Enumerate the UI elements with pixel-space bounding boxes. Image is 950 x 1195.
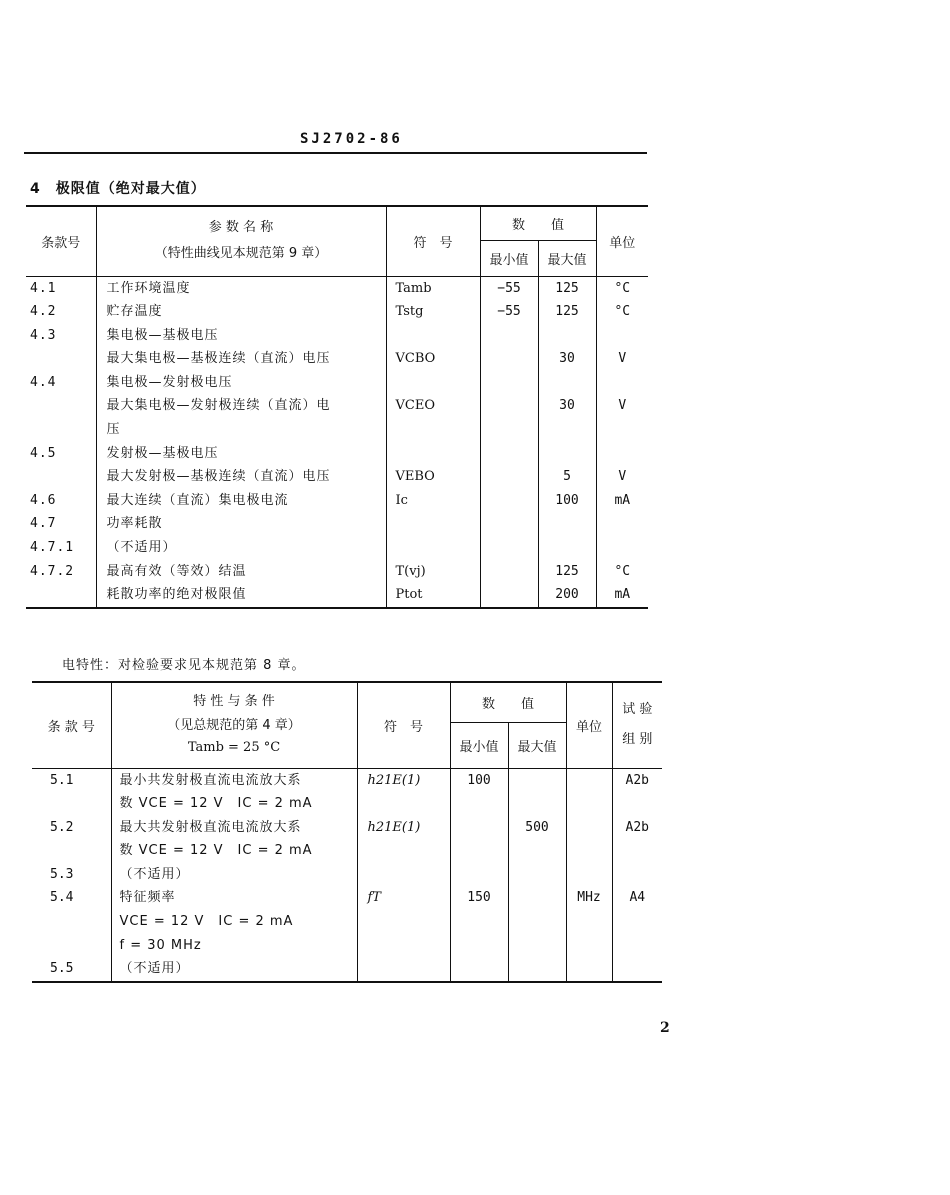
row-symbol: h21E(1) (357, 816, 450, 840)
row-max (508, 792, 566, 816)
table-row (32, 839, 662, 863)
row-min: −55 (480, 276, 538, 300)
row-max: 100 (538, 489, 596, 513)
row-min (480, 489, 538, 513)
char-header-line2: （见总规范的第 4 章） (167, 718, 301, 734)
page-number: 2 (660, 1020, 670, 1036)
row-parameter: 功率耗散 (96, 512, 386, 536)
col-header-characteristic (111, 682, 357, 768)
row-max (508, 863, 566, 887)
char-header-line3: Tamb = 25 °C (187, 740, 281, 756)
row-unit: °C (596, 300, 648, 324)
row-symbol: VEBO (386, 465, 480, 489)
row-max (508, 957, 566, 982)
row-characteristic: 最大共发射极直流电流放大系 (111, 816, 357, 840)
row-characteristic: 数 VCE = 12 V IC = 2 mA (111, 839, 357, 863)
table-row (32, 957, 662, 982)
col-header-max: 最大值 (538, 240, 596, 276)
electrical-characteristics-table (32, 681, 662, 983)
table-row (26, 276, 648, 300)
row-unit: °C (596, 276, 648, 300)
col-header-unit: 单位 (596, 206, 648, 276)
row-symbol: VCBO (386, 347, 480, 371)
row-max (538, 324, 596, 348)
row-max (508, 886, 566, 910)
row-test-group (612, 910, 662, 934)
row-clause (32, 934, 111, 958)
col-header-parameter (96, 206, 386, 276)
row-clause (26, 583, 96, 608)
row-symbol (386, 536, 480, 560)
row-symbol (357, 934, 450, 958)
table-row (26, 489, 648, 513)
row-clause: 4.7.2 (30, 563, 75, 579)
col-header-min: 最小值 (480, 240, 538, 276)
row-clause: 5.2 (50, 819, 74, 835)
table-row (32, 910, 662, 934)
col-header-clause: 条款号 (26, 206, 96, 276)
row-unit (596, 418, 648, 442)
table-row (26, 465, 648, 489)
row-min (480, 465, 538, 489)
row-parameter: （不适用） (96, 536, 386, 560)
row-parameter: 最大集电极—基极连续（直流）电压 (96, 347, 386, 371)
row-test-group: A2b (612, 816, 662, 840)
row-clause (26, 394, 96, 418)
row-symbol: Tstg (386, 300, 480, 324)
table-row (26, 442, 648, 466)
row-max: 125 (538, 560, 596, 584)
row-unit (566, 934, 612, 958)
row-test-group: A4 (612, 886, 662, 910)
row-clause (32, 792, 111, 816)
row-test-group (612, 934, 662, 958)
row-min (450, 816, 508, 840)
row-parameter: 耗散功率的绝对极限值 (96, 583, 386, 608)
table-row (32, 792, 662, 816)
header-rule (24, 152, 647, 154)
row-unit: mA (596, 583, 648, 608)
row-min (480, 583, 538, 608)
row-symbol (357, 839, 450, 863)
row-unit (566, 792, 612, 816)
row-clause: 5.1 (50, 772, 74, 788)
row-max (538, 512, 596, 536)
row-unit (566, 839, 612, 863)
row-min (480, 371, 538, 395)
table-row (26, 347, 648, 371)
table-row (26, 560, 648, 584)
row-max (538, 418, 596, 442)
row-symbol: Ptot (386, 583, 480, 608)
row-clause: 5.5 (50, 961, 74, 977)
table-row (32, 816, 662, 840)
char-header-line1: 特 性 与 条 件 (193, 694, 275, 710)
col-header-symbol: 符 号 (357, 682, 450, 768)
table-row (26, 536, 648, 560)
row-test-group (612, 863, 662, 887)
row-symbol: VCEO (386, 394, 480, 418)
row-symbol (386, 418, 480, 442)
row-clause: 4.3 (30, 327, 57, 343)
row-unit (596, 536, 648, 560)
row-unit (566, 863, 612, 887)
row-max (508, 910, 566, 934)
row-unit (596, 371, 648, 395)
limiting-values-table (26, 205, 648, 609)
row-parameter: 工作环境温度 (96, 276, 386, 300)
row-parameter: 最大发射极—基极连续（直流）电压 (96, 465, 386, 489)
row-characteristic: （不适用） (111, 863, 357, 887)
col-header-value: 数 值 (480, 206, 596, 240)
row-unit (596, 442, 648, 466)
row-max (508, 768, 566, 792)
table-row (32, 863, 662, 887)
table-row (32, 886, 662, 910)
row-clause: 5.3 (50, 866, 74, 882)
row-parameter: 集电极—基极电压 (96, 324, 386, 348)
table-row (26, 394, 648, 418)
table-row (26, 300, 648, 324)
param-header-line1: 参 数 名 称 (208, 220, 274, 236)
row-parameter: 集电极—发射极电压 (96, 371, 386, 395)
table-row (26, 371, 648, 395)
row-min (480, 347, 538, 371)
col-header-clause: 条 款 号 (32, 682, 111, 768)
row-min: 100 (450, 768, 508, 792)
document-code: SJ2702-86 (300, 131, 403, 147)
row-clause (26, 347, 96, 371)
row-min (450, 792, 508, 816)
param-header-line2: （特性曲线见本规范第 9 章） (154, 246, 328, 262)
row-max: 5 (538, 465, 596, 489)
col-header-symbol: 符 号 (386, 206, 480, 276)
table-row (26, 583, 648, 608)
row-unit: V (596, 347, 648, 371)
row-clause (32, 839, 111, 863)
col-header-test-group (612, 682, 662, 768)
row-parameter: 最大连续（直流）集电极电流 (96, 489, 386, 513)
row-symbol (357, 957, 450, 982)
row-unit: °C (596, 560, 648, 584)
row-max (508, 839, 566, 863)
group-header-line1: 试 验 (622, 702, 653, 718)
row-max (538, 442, 596, 466)
table-row (32, 934, 662, 958)
row-clause (32, 910, 111, 934)
row-symbol: h21E(1) (357, 768, 450, 792)
row-symbol: T(vj) (386, 560, 480, 584)
row-max (538, 371, 596, 395)
row-symbol (357, 910, 450, 934)
row-unit: V (596, 465, 648, 489)
row-parameter: 贮存温度 (96, 300, 386, 324)
row-characteristic: （不适用） (111, 957, 357, 982)
table-row (26, 324, 648, 348)
row-clause: 4.2 (30, 304, 57, 320)
row-min (450, 910, 508, 934)
col-header-value: 数 值 (450, 682, 566, 722)
row-symbol: Tamb (386, 276, 480, 300)
row-min (450, 839, 508, 863)
row-min (450, 934, 508, 958)
row-clause (26, 418, 96, 442)
row-min (480, 560, 538, 584)
col-header-min: 最小值 (450, 722, 508, 768)
row-max: 125 (538, 276, 596, 300)
row-min (450, 863, 508, 887)
row-max: 30 (538, 394, 596, 418)
row-min (480, 394, 538, 418)
row-characteristic: 特征频率 (111, 886, 357, 910)
row-max: 500 (508, 816, 566, 840)
row-symbol: fT (357, 886, 450, 910)
row-min: 150 (450, 886, 508, 910)
row-characteristic: 最小共发射极直流电流放大系 (111, 768, 357, 792)
row-min (450, 957, 508, 982)
electrical-characteristics-note: 电特性：对检验要求见本规范第 8 章。 (62, 658, 306, 673)
row-symbol (386, 324, 480, 348)
row-characteristic: 数 VCE = 12 V IC = 2 mA (111, 792, 357, 816)
row-min (480, 442, 538, 466)
row-unit: mA (596, 489, 648, 513)
row-max: 200 (538, 583, 596, 608)
row-clause: 4.7.1 (30, 540, 75, 556)
row-min (480, 536, 538, 560)
row-test-group (612, 792, 662, 816)
row-clause: 4.1 (30, 280, 57, 296)
row-test-group (612, 839, 662, 863)
row-symbol: Ic (386, 489, 480, 513)
row-clause: 4.6 (30, 492, 57, 508)
row-max (508, 934, 566, 958)
row-characteristic: VCE = 12 V IC = 2 mA (111, 910, 357, 934)
row-test-group: A2b (612, 768, 662, 792)
section-4-title: 4 极限值（绝对最大值） (30, 181, 206, 197)
row-parameter: 发射极—基极电压 (96, 442, 386, 466)
row-parameter: 最大集电极—发射极连续（直流）电 (96, 394, 386, 418)
row-unit (566, 910, 612, 934)
row-unit (566, 957, 612, 982)
col-header-unit: 单位 (566, 682, 612, 768)
row-unit (596, 324, 648, 348)
row-symbol (357, 863, 450, 887)
row-clause: 4.7 (30, 516, 57, 532)
table-row (26, 512, 648, 536)
row-symbol (386, 512, 480, 536)
row-clause: 4.4 (30, 374, 57, 390)
group-header-line2: 组 别 (622, 732, 653, 748)
row-clause (26, 465, 96, 489)
row-clause: 4.5 (30, 445, 57, 461)
row-parameter: 压 (96, 418, 386, 442)
row-symbol (386, 371, 480, 395)
row-unit (596, 512, 648, 536)
row-unit: V (596, 394, 648, 418)
row-max: 30 (538, 347, 596, 371)
row-unit: MHz (566, 886, 612, 910)
table-row (32, 768, 662, 792)
row-min (480, 418, 538, 442)
row-symbol (357, 792, 450, 816)
row-unit (566, 816, 612, 840)
table-row (26, 418, 648, 442)
row-min: −55 (480, 300, 538, 324)
row-min (480, 324, 538, 348)
row-test-group (612, 957, 662, 982)
row-max (538, 536, 596, 560)
col-header-max: 最大值 (508, 722, 566, 768)
row-clause: 5.4 (50, 890, 74, 906)
row-min (480, 512, 538, 536)
row-unit (566, 768, 612, 792)
row-parameter: 最高有效（等效）结温 (96, 560, 386, 584)
row-characteristic: f = 30 MHz (111, 934, 357, 958)
row-max: 125 (538, 300, 596, 324)
row-symbol (386, 442, 480, 466)
